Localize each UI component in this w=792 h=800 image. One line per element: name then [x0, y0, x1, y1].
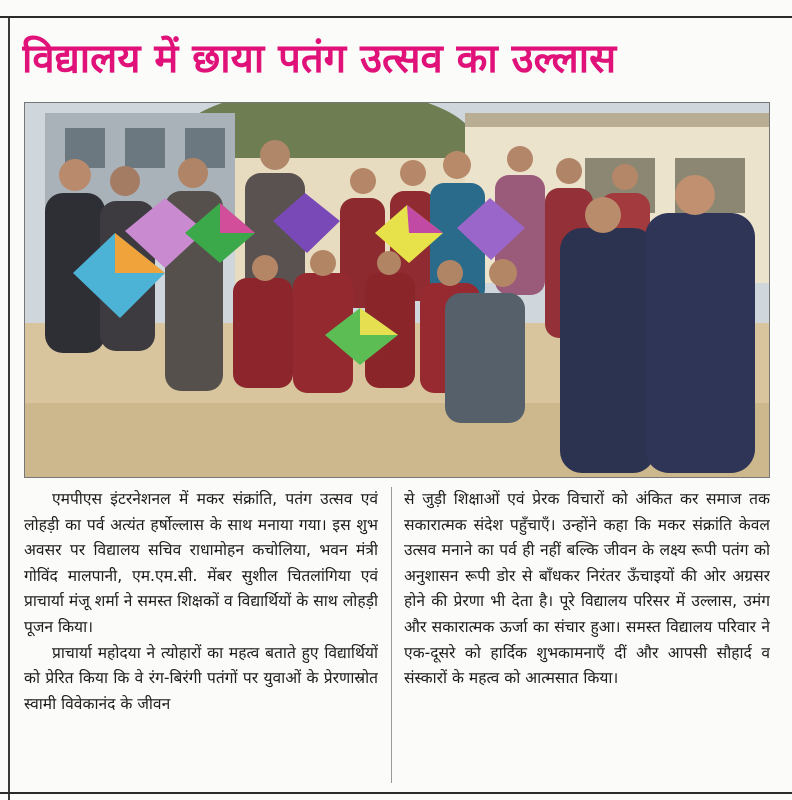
article-column-2 — [404, 487, 770, 787]
news-photo — [24, 102, 770, 478]
column-divider — [391, 487, 392, 783]
top-rule — [0, 16, 792, 18]
group-photo-illustration — [25, 103, 770, 478]
article-paragraph-1: एमपीएस इंटरनेशनल में मकर संक्रांति, पतंग उत्सव एवं लोहड़ी का पर्व अत्यंत हर्षोल्लास के साथ मनाया गया। इस शुभ अवसर पर विद्यालय सचिव राधामोहन कचोलिया, भवन मंत्री गोविंद मालपानी, एम.एम.सी. मेंबर सुशील चितलांगिया एवं प्राचार्या मंजू शर्मा ने समस्त शिक्षकों व विद्यार्थियों के साथ लोहड़ी पूजन किया। — [24, 490, 378, 636]
article-paragraph-2-continued: से जुड़ी शिक्षाओं एवं प्रेरक विचारों को अंकित कर समाज तक सकारात्मक संदेश पहुँचाएँ। उन्होंने कहा कि मकर संक्रांति केवल उत्सव मनाने का पर्व ही नहीं बल्कि जीवन के लक्ष्य रूपी पतंग को अनुशासन रूपी डोर से बाँधकर निरंतर ऊँचाइयों की ओर अग्रसर होने की प्रेरणा भी देता है। पूरे विद्यालय परिसर में उल्लास, उमंग और सकारात्मक ऊर्जा का संचार हुआ। समस्त विद्यालय परिवार ने एक-दूसरे को हार्दिक शुभकामनाएँ दीं और आपसी सौहार्द व संस्कारों के महत्व को आत्मसात किया। — [404, 490, 770, 688]
article-column-1 — [24, 487, 378, 787]
article-paragraph-2: प्राचार्या महोदया ने त्योहारों का महत्व बताते हुए विद्यार्थियों को प्रेरित किया कि वे रंग-बिरंगी पतंगों पर युवाओं के प्रेरणास्रोत स्वामी विवेकानंद के जीवन — [24, 643, 378, 713]
bottom-rule — [0, 792, 792, 794]
left-rule — [8, 18, 10, 800]
headline: विद्यालय में छाया पतंग उत्सव का उल्लास — [22, 36, 617, 82]
